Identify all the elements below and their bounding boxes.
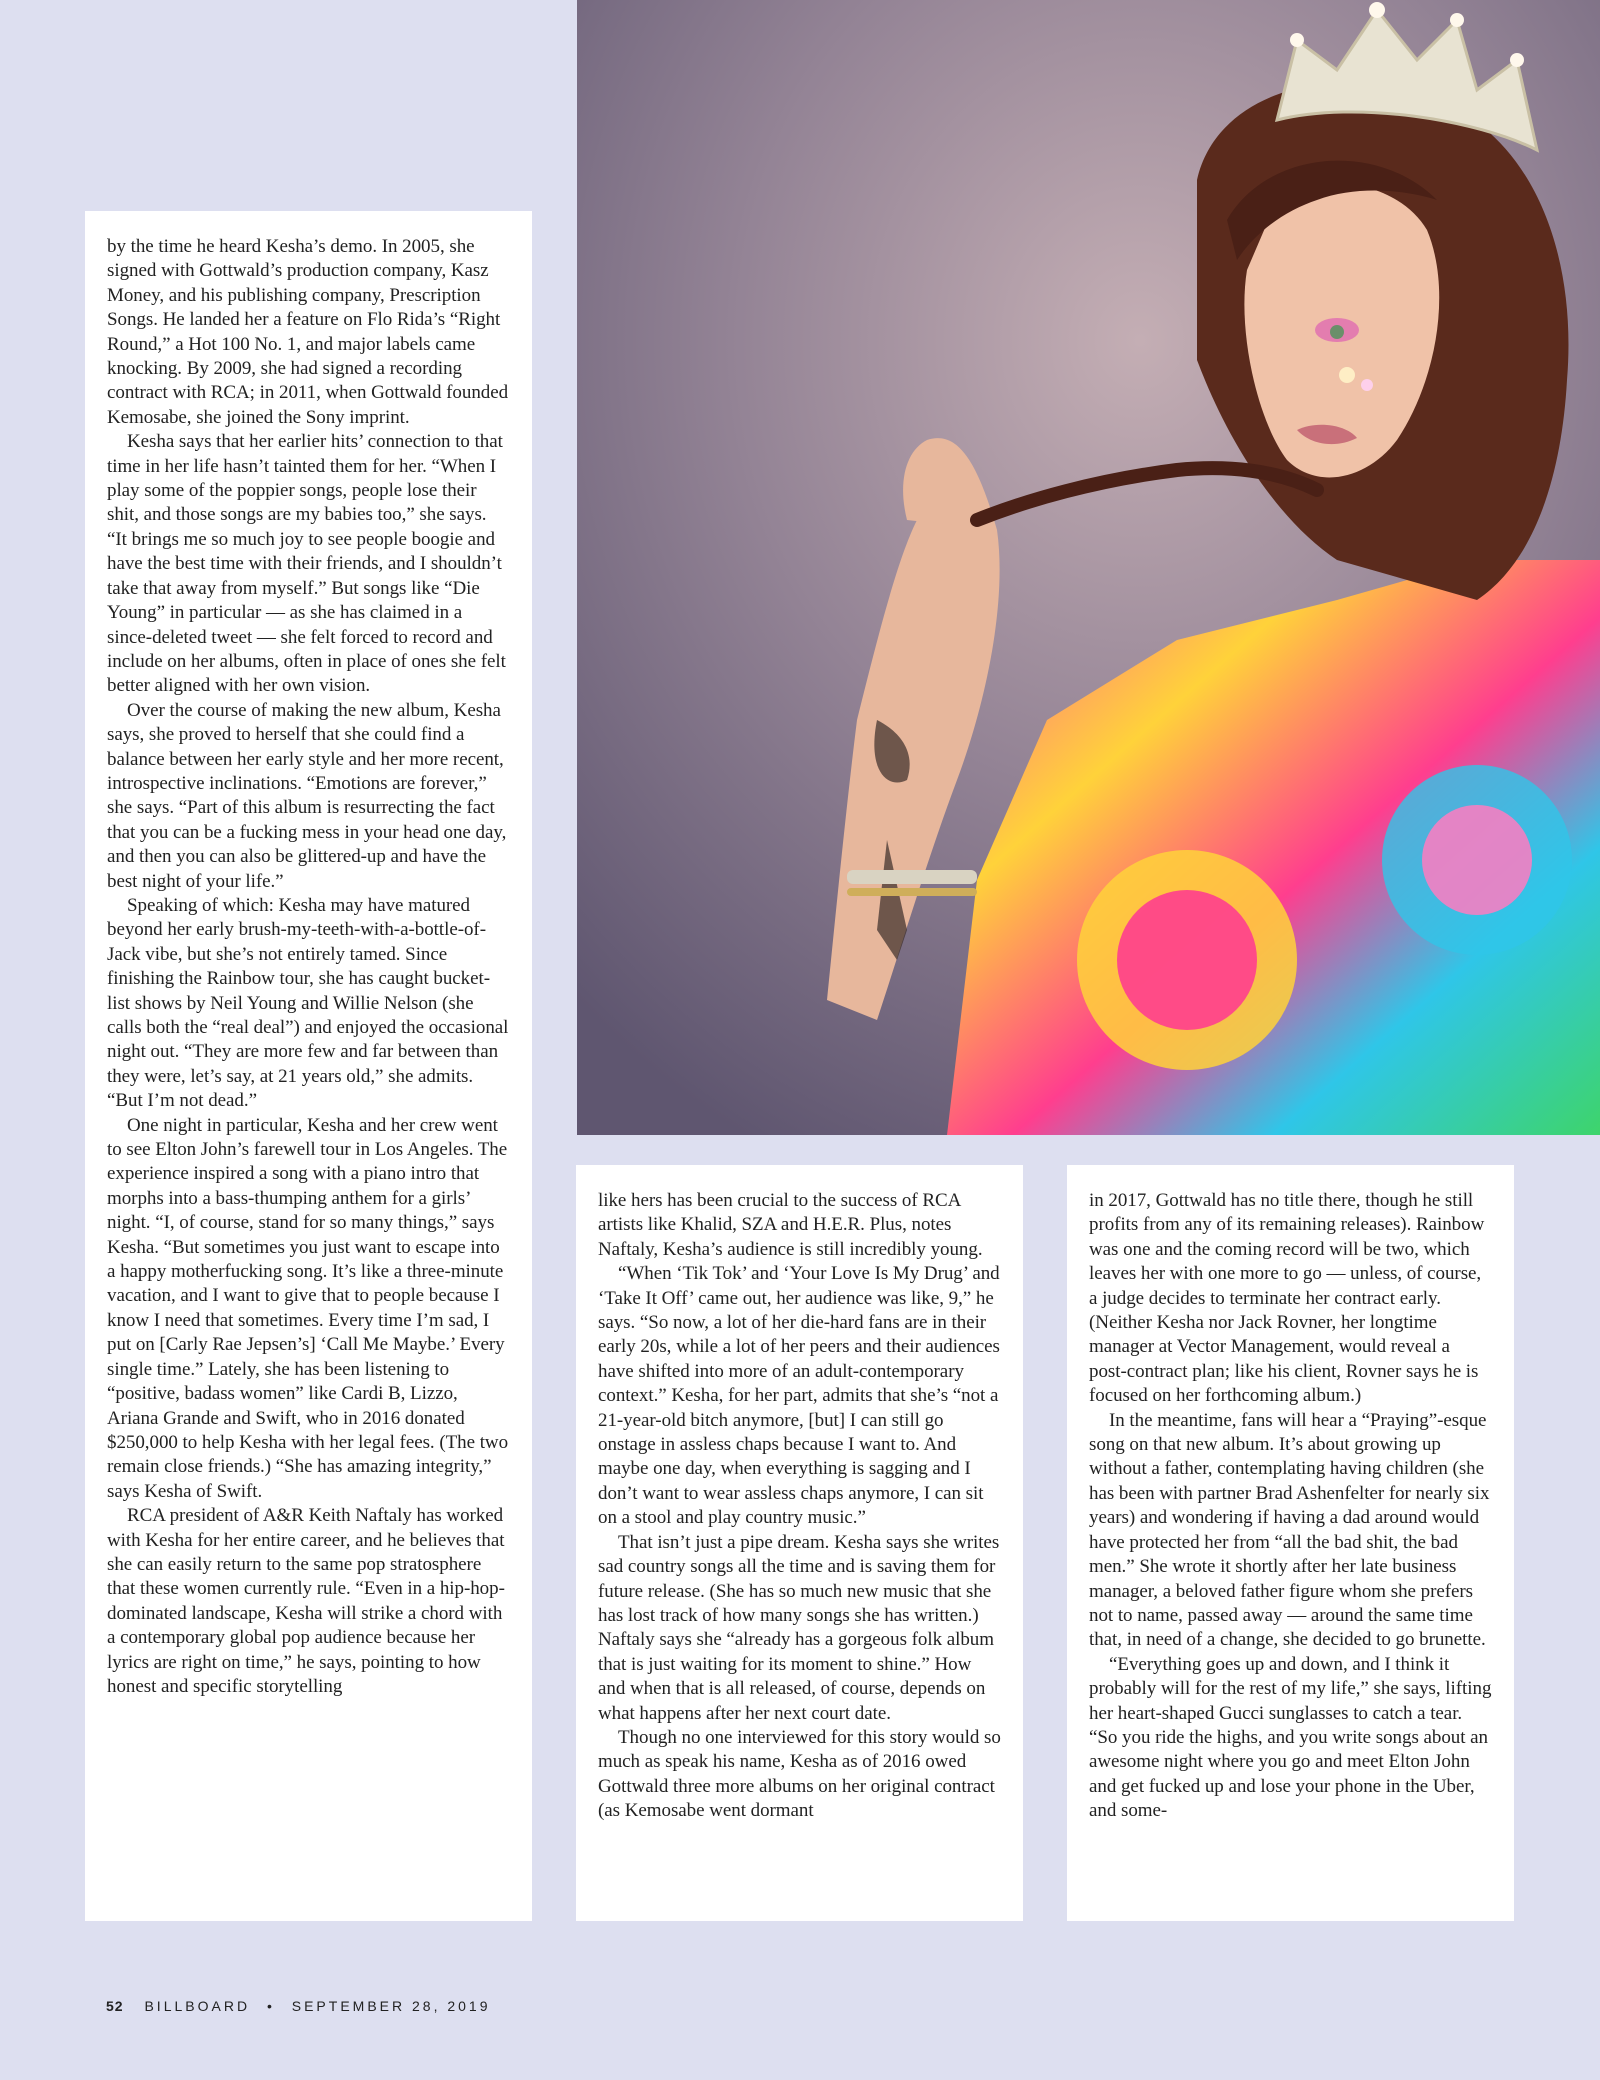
article-column-2 — [576, 1165, 1023, 1921]
paragraph: in 2017, Gottwald has no title there, though he still profits from any of its remaining releases). Rainbow was one and the coming record will be two, which leaves her with one more to go — unless, of course, a judge decides to terminate her contract early. (Neither Kesha nor Jack Rovner, her longtime manager at Vector Management, would reveal a post-contract plan; like his client, Rovner says he is focused on her forthcoming album.) — [1089, 1190, 1485, 1407]
publication-name: BILLBOARD — [144, 1998, 251, 2014]
paragraph: That isn’t just a pipe dream. Kesha says she writes sad country songs all the time and is saving them for future release. (She has so much new music that she has lost track of how many songs she has written.) Naftaly says she “already has a gorgeous folk album that is just waiting for its moment to shine.” How and when that is all released, of course, depends on what happens after her next court date. — [598, 1531, 1000, 1724]
article-column-1 — [85, 211, 532, 1921]
feature-photo — [577, 0, 1600, 1135]
paragraph: Kesha says that her earlier hits’ connection to that time in her life hasn’t tainted them for her. “When I play some of the poppier songs, people lose their shit, and those songs are my babies too,” she says. “It brings me so much joy to see people boogie and have the best time with their friends, and I shouldn’t take that away from myself.” But songs like “Die Young” in particular — as she has claimed in a since-deleted tweet — she felt forced to record and include on her albums, often in place of ones she felt better aligned with her own vision. — [107, 431, 506, 697]
paragraph: “Everything goes up and down, and I think it probably will for the rest of my life,” she says, lifting her heart-shaped Gucci sunglasses to catch a tear. “So you ride the highs, and you write songs about an awesome night where you go and meet Elton John and get fucked up and lose your phone in the Uber, and some- — [1089, 1653, 1492, 1822]
paragraph: Over the course of making the new album, Kesha says, she proved to herself that she could find a balance between her early style and her more recent, introspective inclinations. “Emotions are forever,” she says. “Part of this album is resurrecting the fact that you can be a fucking mess in your head one day, and then you can also be glittered-up and have the best night of your life.” — [107, 699, 507, 892]
portrait-illustration — [577, 0, 1600, 1135]
paragraph: In the meantime, fans will hear a “Praying”-esque song on that new album. It’s about growing up without a father, contemplating having children (she has been with partner Brad Ashenfelter for nearly six years) and wondering if having a dad around would have protected her from “all the bad shit, the bad men.” She wrote it shortly after her late business manager, a beloved father figure whom she prefers not to name, passed away — around the same time that, in need of a change, she decided to go brunette. — [1089, 1409, 1490, 1651]
paragraph: One night in particular, Kesha and her crew went to see Elton John’s farewell tour in Los Angeles. The experience inspired a song with a piano intro that morphs into a bass-thumping anthem for a girls’ night. “I, of course, stand for so many things,” says Kesha. “But sometimes you just want to escape into a happy motherfucking song. It’s like a three-minute vacation, and I want to give that to people because I know I need that sometimes. Every time I’m sad, I put on [Carly Rae Jepsen’s] ‘Call Me Maybe.’ Every single time.” Lately, she has been listening to “positive, badass women” like Cardi B, Lizzo, Ariana Grande and Swift, who in 2016 donated $250,000 to help Kesha with her legal fees. (The two remain close friends.) “She has amazing integrity,” says Kesha of Swift. — [107, 1114, 509, 1502]
paragraph: RCA president of A&R Keith Naftaly has worked with Kesha for her entire career, and he believes that she can easily return to the same pop stratosphere that these women currently rule. “Even in a hip-hop-dominated landscape, Kesha will strike a chord with a contemporary global pop audience because her lyrics are right on time,” he says, pointing to how honest and specific storytelling — [107, 1505, 505, 1697]
article-column-3 — [1067, 1165, 1514, 1921]
page-number: 52 — [106, 1998, 124, 2014]
paragraph: by the time he heard Kesha’s demo. In 2005, she signed with Gottwald’s production company, Kasz Money, and his publishing company, Prescription Songs. He landed her a feature on Flo Rida’s “Right Round,” a Hot 100 No. 1, and major labels came knocking. By 2009, she had signed a recording contract with RCA; in 2011, when Gottwald founded Kemosabe, she joined the Sony imprint. — [107, 236, 509, 428]
footer-separator: • — [266, 1998, 275, 2014]
paragraph: like hers has been crucial to the success of RCA artists like Khalid, SZA and H.E.R. Plus, notes Naftaly, Kesha’s audience is still incredibly young. — [598, 1190, 983, 1260]
paragraph: “When ‘Tik Tok’ and ‘Your Love Is My Drug’ and ‘Take It Off’ came out, her audience was like, 9,” he says. “So now, a lot of her die-hard fans are in their early 20s, while a lot of her peers and their audiences have shifted into more of an adult-contemporary context.” Kesha, for her part, admits that she’s “not a 21-year-old bitch anymore, [but] I can still go onstage in assless chaps because I want to. And maybe one day, when everything is sagging and I don’t want to wear assless chaps anymore, I can sit on a stool and play country music.” — [598, 1263, 1000, 1529]
page-footer — [106, 1998, 491, 2014]
issue-date: SEPTEMBER 28, 2019 — [291, 1998, 491, 2014]
paragraph: Speaking of which: Kesha may have matured beyond her early brush-my-teeth-with-a-bottle-of-Jack vibe, but she’s not entirely tamed. Since finishing the Rainbow tour, she has caught bucket-list shows by Neil Young and Willie Nelson (she calls both the “real deal”) and enjoyed the occasional night out. “They are more few and far between than they were, let’s say, at 21 years old,” she admits. “But I’m not dead.” — [107, 894, 509, 1112]
paragraph: Though no one interviewed for this story would so much as speak his name, Kesha as of 2016 owed Gottwald three more albums on her original contract (as Kemosabe went dormant — [598, 1726, 1001, 1822]
